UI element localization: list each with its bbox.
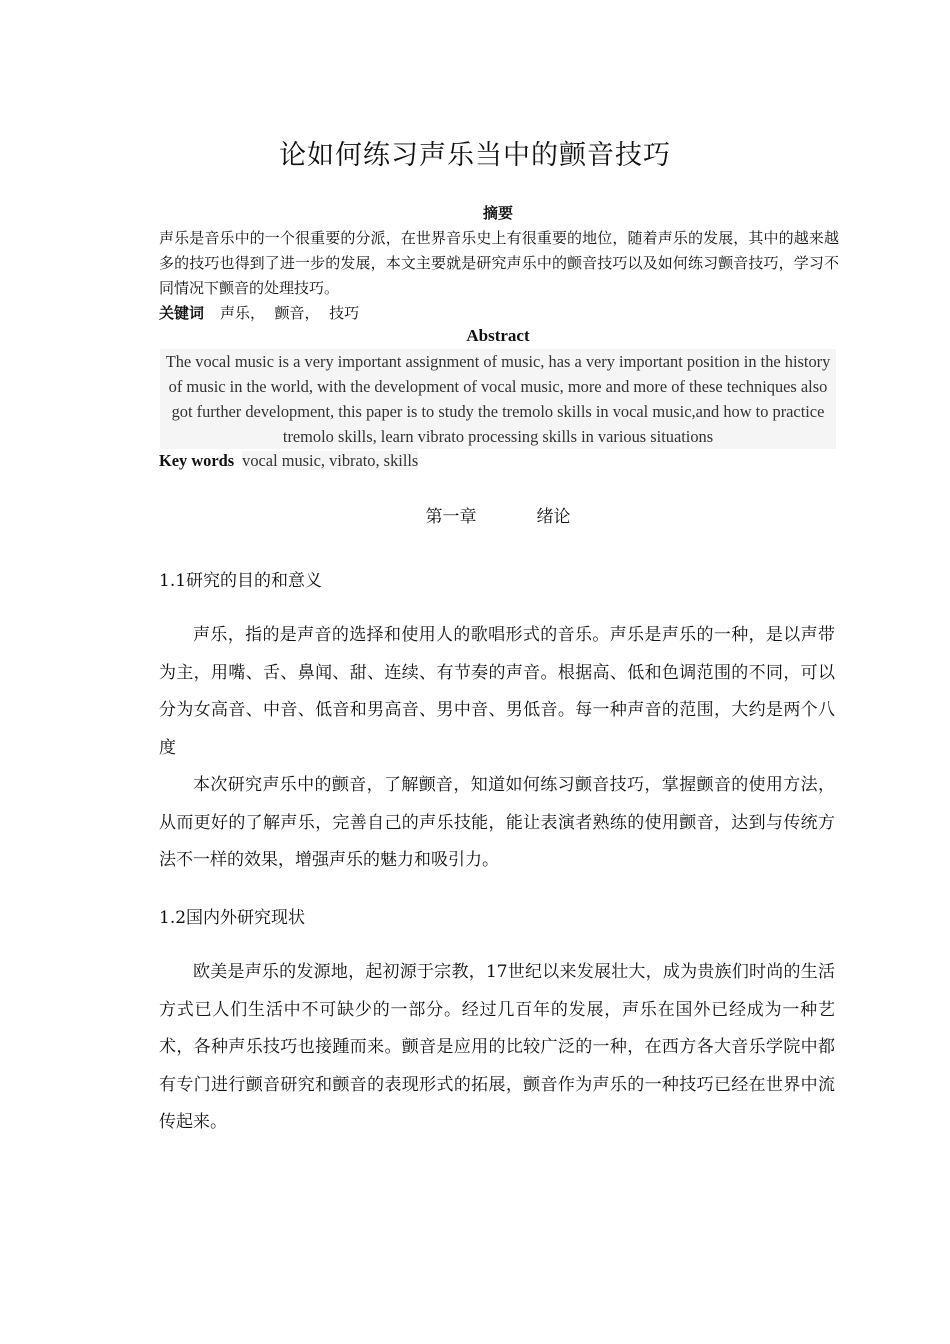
- section-body: [159, 954, 835, 1142]
- abstract-en-body: The vocal music is a very important assignment of music, has a very important position in the history of music in the world, with the development of vocal music, more and more of these techniques also got further development, this paper is to study the tremolo skills in vocal music,and how to practice tremolo skills, learn vibrato processing skills in various situations: [160, 349, 836, 449]
- chapter-heading: [0, 502, 950, 527]
- paragraph: 欧美是声乐的发源地，起初源于宗教，17世纪以来发展壮大，成为贵族们时尚的生活方式已人们生活中不可缺少的一部分。经过几百年的发展，声乐在国外已经成为一种艺术，各种声乐技巧也接踵而来。颤音是应用的比较广泛的一种，在西方各大音乐学院中都有专门进行颤音研究和颤音的表现形式的拓展，颤音作为声乐的一种技巧已经在世界中流传起来。: [159, 962, 835, 1132]
- abstract-cn-heading: 摘要: [482, 204, 513, 222]
- paragraph: 声乐，指的是声音的选择和使用人的歌唱形式的音乐。声乐是声乐的一种，是以声带为主，用嘴、舌、鼻闻、甜、连续、有节奏的声音。根据高、低和色调范围的不同，可以分为女高音、中音、低音和男高音、男中音、男低音。每一种声音的范围，大约是两个八度: [159, 625, 835, 758]
- section-heading: 1.2国内外研究现状: [159, 908, 306, 928]
- abstract-en-heading: Abstract: [466, 326, 530, 345]
- section-body: [159, 617, 835, 880]
- section-heading: 1.1研究的目的和意义: [159, 571, 323, 591]
- keywords-en-label: Key words: [159, 451, 235, 470]
- paper-title: 论如何练习声乐当中的颤音技巧: [279, 140, 671, 171]
- keywords-cn: [159, 301, 359, 325]
- abstract-cn-body: 声乐是音乐中的一个很重要的分派，在世界音乐史上有很重要的地位，随着声乐的发展，其中的越来越多的技巧也得到了进一步的发展，本文主要就是研究声乐中的颤音技巧以及如何练习颤音技巧，学习不同情况下颤音的处理技巧。: [159, 229, 839, 297]
- chapter-number: 第一章: [425, 507, 477, 527]
- chapter-name: 绪论: [536, 507, 571, 527]
- keywords-cn-values: 声乐， 颤音， 技巧: [220, 304, 360, 322]
- keywords-en-values: vocal music, vibrato, skills: [242, 451, 419, 470]
- keywords-cn-label: 关键词: [159, 304, 205, 322]
- keywords-en: [159, 449, 418, 473]
- paragraph: 本次研究声乐中的颤音，了解颤音，知道如何练习颤音技巧，掌握颤音的使用方法，从而更好的了解声乐，完善自己的声乐技能，能让表演者熟练的使用颤音，达到与传统方法不一样的效果，增强声乐的魅力和吸引力。: [159, 775, 835, 870]
